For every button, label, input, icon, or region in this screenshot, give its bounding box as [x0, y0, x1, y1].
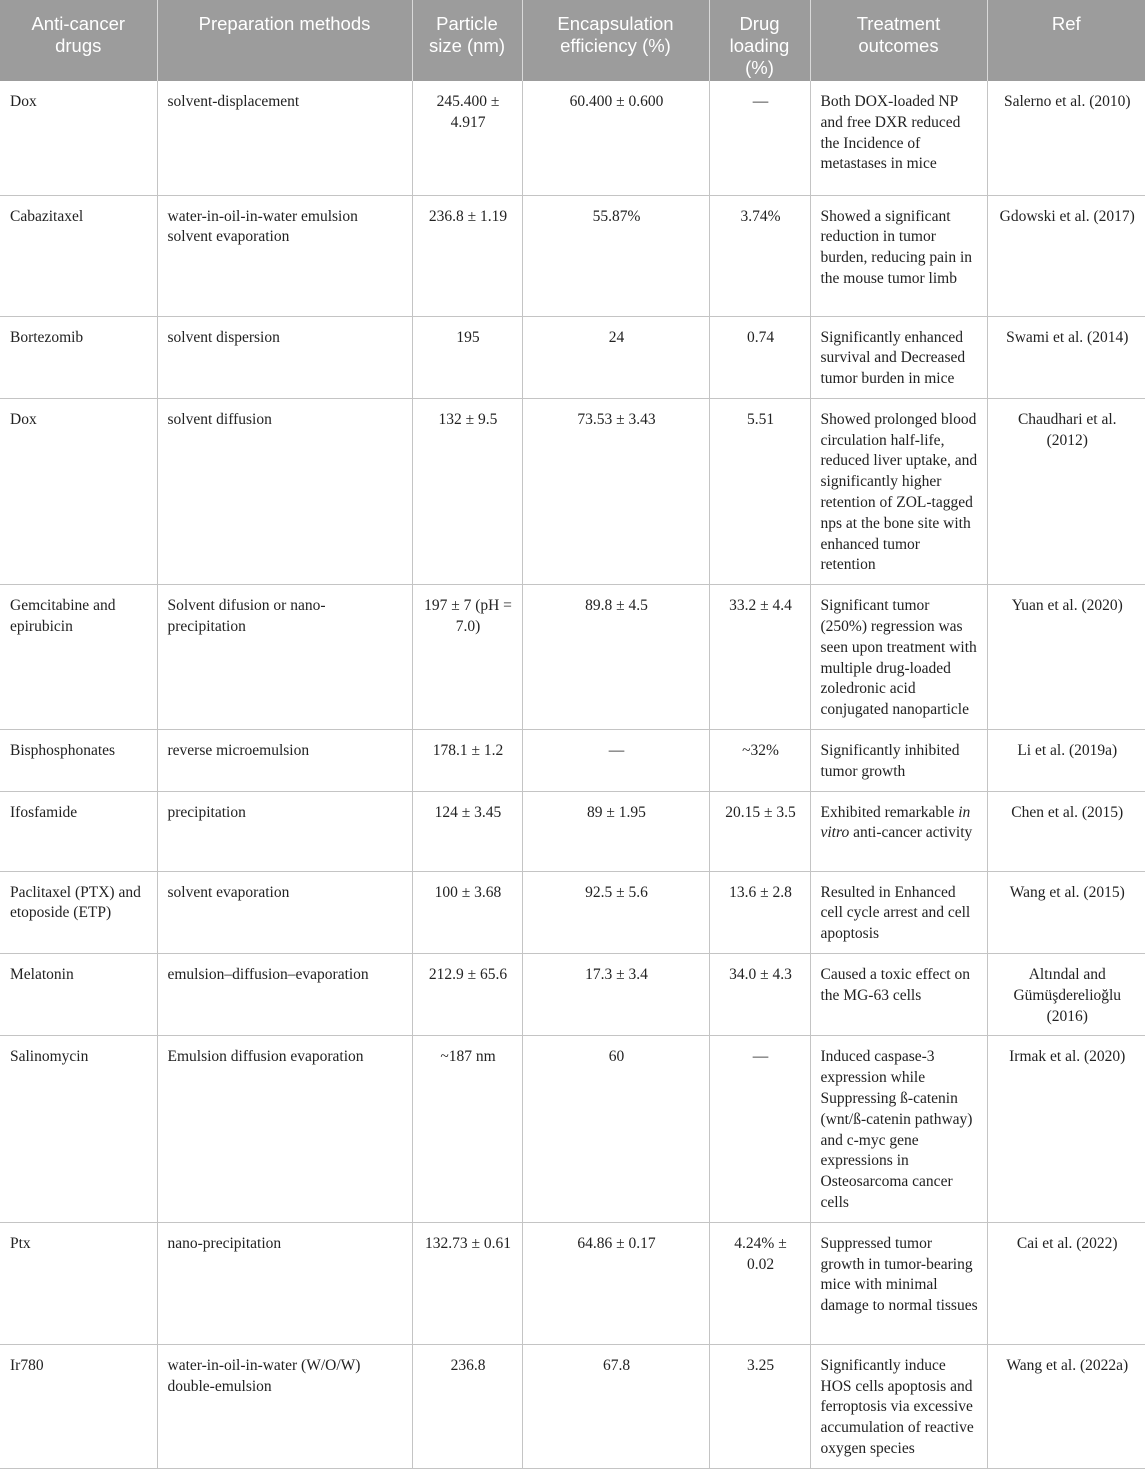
- cell-drug: Dox: [0, 398, 157, 584]
- cell-method: water-in-oil-in-water emulsion solvent evaporation: [157, 195, 412, 316]
- cell-ee: 89 ± 1.95: [522, 791, 709, 871]
- cell-ee: 24: [522, 316, 709, 398]
- cell-size: 132.73 ± 0.61: [412, 1222, 522, 1344]
- cell-ref: Altındal and Gümüşderelioğlu (2016): [987, 954, 1145, 1036]
- cell-ref: Yuan et al. (2020): [987, 585, 1145, 730]
- cell-ee: 73.53 ± 3.43: [522, 398, 709, 584]
- cell-loading: 3.25: [709, 1344, 810, 1468]
- cell-outcome: Significantly inhibited tumor growth: [810, 730, 987, 792]
- cell-method: solvent evaporation: [157, 871, 412, 953]
- table-row: [0, 81, 1145, 195]
- cell-ee: —: [522, 730, 709, 792]
- cell-ee: 92.5 ± 5.6: [522, 871, 709, 953]
- cell-method: Solvent difusion or nano-precipitation: [157, 585, 412, 730]
- table-row: [0, 398, 1145, 584]
- cell-outcome: Caused a toxic effect on the MG-63 cells: [810, 954, 987, 1036]
- cell-ref: Wang et al. (2015): [987, 871, 1145, 953]
- header-particle-size: Particle size (nm): [412, 0, 522, 81]
- cell-loading: —: [709, 81, 810, 195]
- table-row: [0, 954, 1145, 1036]
- cell-drug: Ir780: [0, 1344, 157, 1468]
- cell-loading: 5.51: [709, 398, 810, 584]
- header-encapsulation: Encapsulation efficiency (%): [522, 0, 709, 81]
- cell-ee: 55.87%: [522, 195, 709, 316]
- outcome-text: anti-cancer activity: [849, 824, 973, 842]
- cell-outcome: Induced caspase-3 expression while Suppressing ß-catenin (wnt/ß-catenin pathway) and c-myc gene expressions in Osteosarcoma cancer cells: [810, 1036, 987, 1222]
- cell-size: 212.9 ± 65.6: [412, 954, 522, 1036]
- header-row: [0, 0, 1145, 81]
- cell-outcome: Significant tumor (250%) regression was seen upon treatment with multiple drug-loaded zoledronic acid conjugated nanoparticle: [810, 585, 987, 730]
- cell-ref: Chaudhari et al. (2012): [987, 398, 1145, 584]
- cell-drug: Bisphosphonates: [0, 730, 157, 792]
- cell-loading: 33.2 ± 4.4: [709, 585, 810, 730]
- cell-ref: Li et al. (2019a): [987, 730, 1145, 792]
- cell-method: precipitation: [157, 791, 412, 871]
- cell-outcome: Significantly induce HOS cells apoptosis and ferroptosis via excessive accumulation of reactive oxygen species: [810, 1344, 987, 1468]
- cell-size: 124 ± 3.45: [412, 791, 522, 871]
- header-drugs: Anti-cancer drugs: [0, 0, 157, 81]
- cell-ref: Irmak et al. (2020): [987, 1036, 1145, 1222]
- cell-loading: 0.74: [709, 316, 810, 398]
- cell-outcome: Resulted in Enhanced cell cycle arrest and cell apoptosis: [810, 871, 987, 953]
- cell-ref: Chen et al. (2015): [987, 791, 1145, 871]
- cell-loading: 20.15 ± 3.5: [709, 791, 810, 871]
- cell-ee: 67.8: [522, 1344, 709, 1468]
- cell-method: solvent dispersion: [157, 316, 412, 398]
- cell-loading: 13.6 ± 2.8: [709, 871, 810, 953]
- table-row: [0, 195, 1145, 316]
- cell-drug: Melatonin: [0, 954, 157, 1036]
- cell-size: 236.8: [412, 1344, 522, 1468]
- cell-method: water-in-oil-in-water (W/O/W) double-emulsion: [157, 1344, 412, 1468]
- cell-size: 178.1 ± 1.2: [412, 730, 522, 792]
- cell-ee: 17.3 ± 3.4: [522, 954, 709, 1036]
- cell-drug: Cabazitaxel: [0, 195, 157, 316]
- cell-ref: Wang et al. (2022a): [987, 1344, 1145, 1468]
- cell-size: 197 ± 7 (pH = 7.0): [412, 585, 522, 730]
- cell-outcome: Showed a significant reduction in tumor burden, reducing pain in the mouse tumor limb: [810, 195, 987, 316]
- cell-size: 132 ± 9.5: [412, 398, 522, 584]
- cell-ee: 64.86 ± 0.17: [522, 1222, 709, 1344]
- cell-outcome: Significantly enhanced survival and Decreased tumor burden in mice: [810, 316, 987, 398]
- cell-size: 236.8 ± 1.19: [412, 195, 522, 316]
- cell-method: emulsion–diffusion–evaporation: [157, 954, 412, 1036]
- header-ref: Ref: [987, 0, 1145, 81]
- table-row: [0, 730, 1145, 792]
- cell-ee: 60: [522, 1036, 709, 1222]
- cell-outcome: Both DOX-loaded NP and free DXR reduced the Incidence of metastases in mice: [810, 81, 987, 195]
- cell-loading: 34.0 ± 4.3: [709, 954, 810, 1036]
- cell-loading: —: [709, 1036, 810, 1222]
- cell-loading: 4.24% ± 0.02: [709, 1222, 810, 1344]
- cell-loading: ~32%: [709, 730, 810, 792]
- cell-method: solvent diffusion: [157, 398, 412, 584]
- cell-ref: Gdowski et al. (2017): [987, 195, 1145, 316]
- cell-drug: Bortezomib: [0, 316, 157, 398]
- header-methods: Preparation methods: [157, 0, 412, 81]
- cell-method: nano-precipitation: [157, 1222, 412, 1344]
- table-row: [0, 871, 1145, 953]
- cell-ref: Salerno et al. (2010): [987, 81, 1145, 195]
- table-row: [0, 1344, 1145, 1468]
- header-outcomes: Treatment outcomes: [810, 0, 987, 81]
- header-drug-loading: Drug loading (%): [709, 0, 810, 81]
- cell-ref: Swami et al. (2014): [987, 316, 1145, 398]
- cell-drug: Paclitaxel (PTX) and etoposide (ETP): [0, 871, 157, 953]
- outcome-text: Exhibited remarkable: [820, 803, 959, 821]
- cell-outcome: Showed prolonged blood circulation half-life, reduced liver uptake, and significantly higher retention of ZOL-tagged nps at the bone site with enhanced tumor retention: [810, 398, 987, 584]
- cell-size: 100 ± 3.68: [412, 871, 522, 953]
- cell-loading: 3.74%: [709, 195, 810, 316]
- cell-drug: Salinomycin: [0, 1036, 157, 1222]
- table-row: [0, 1036, 1145, 1222]
- outcome-italic: in vitro: [820, 803, 971, 842]
- cell-size: ~187 nm: [412, 1036, 522, 1222]
- cell-drug: Ifosfamide: [0, 791, 157, 871]
- table-row: [0, 316, 1145, 398]
- table-row: [0, 1222, 1145, 1344]
- cell-ref: Cai et al. (2022): [987, 1222, 1145, 1344]
- cell-method: reverse microemulsion: [157, 730, 412, 792]
- cell-drug: Dox: [0, 81, 157, 195]
- cell-ee: 60.400 ± 0.600: [522, 81, 709, 195]
- cell-method: Emulsion diffusion evaporation: [157, 1036, 412, 1222]
- cell-drug: Gemcitabine and epirubicin: [0, 585, 157, 730]
- table-row: [0, 791, 1145, 871]
- table-row: [0, 585, 1145, 730]
- cell-size: 195: [412, 316, 522, 398]
- cell-method: solvent-displacement: [157, 81, 412, 195]
- cell-outcome: Suppressed tumor growth in tumor-bearing mice with minimal damage to normal tissues: [810, 1222, 987, 1344]
- cell-size: 245.400 ± 4.917: [412, 81, 522, 195]
- cell-drug: Ptx: [0, 1222, 157, 1344]
- cell-ee: 89.8 ± 4.5: [522, 585, 709, 730]
- cell-outcome: [810, 791, 987, 871]
